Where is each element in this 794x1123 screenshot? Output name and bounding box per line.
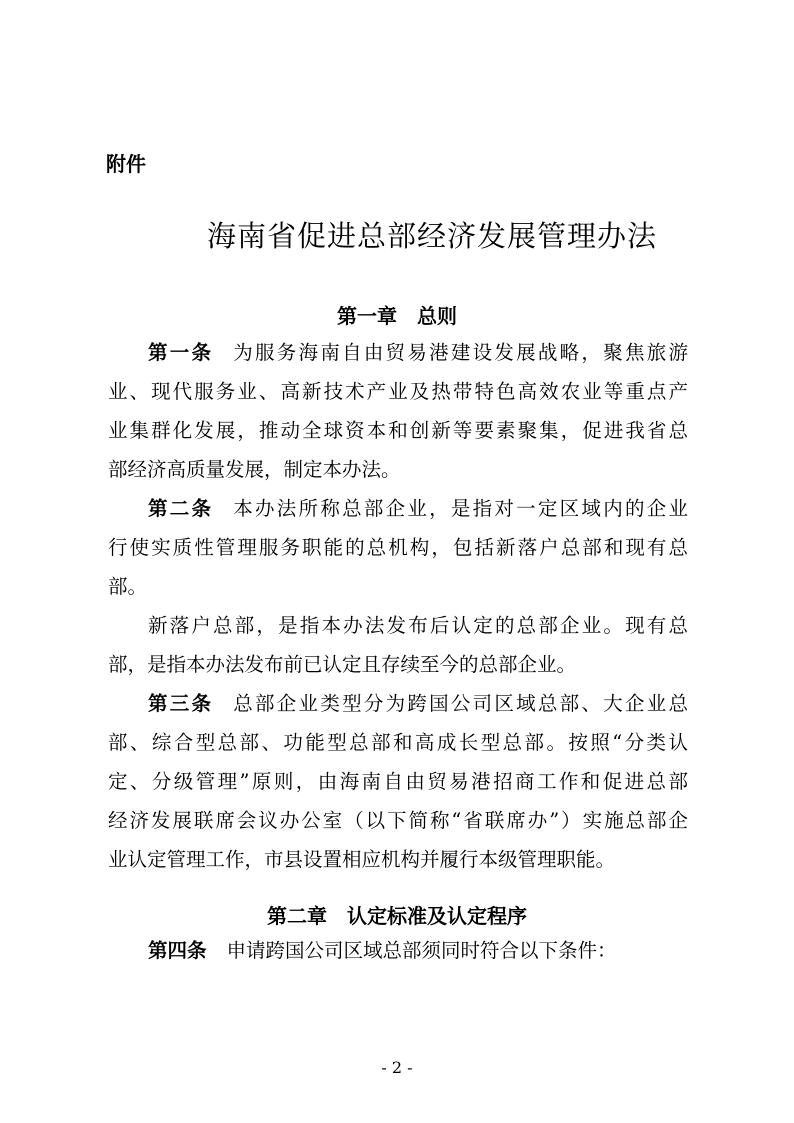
chapter-heading-1 [0,300,794,329]
article-3-line-2: 部、综合型总部、功能型总部和高成长型总部。按照“分类认 [108,731,688,754]
chapter-name: 总则 [417,304,457,328]
article-1-line-3: 业集群化发展，推动全球资本和创新等要素聚集，促进我省总 [108,419,688,442]
article-3-line-5: 业认定管理工作，市县设置相应机构并履行本级管理职能。 [108,848,616,871]
article-text: 本办法所称总部企业，是指对一定区域内的企业 [233,497,688,520]
page-number: - 2 - [381,1058,413,1077]
chapter-name: 认定标准及认定程序 [347,904,527,928]
article-text: 总部企业类型分为跨国公司区域总部、大企业总 [233,692,688,715]
article-3-line-3: 定、分级管理”原则，由海南自由贸易港招商工作和促进总部 [108,770,688,793]
article-text: 为服务海南自由贸易港建设发展战略，聚焦旅游 [233,341,688,364]
article-1-line-1 [148,334,688,372]
article-4-line-1 [148,932,688,970]
chapter-number: 第一章 [337,304,397,328]
article-3-line-1 [148,685,688,723]
article-2-para2-line-1: 新落户总部，是指本办法发布后认定的总部企业。现有总 [148,614,688,637]
article-2-para2-line-2: 部，是指本办法发布前已认定且存续至今的总部企业。 [108,653,577,676]
article-2-line-1 [148,490,688,528]
document-title: 海南省促进总部经济发展管理办法 [206,219,657,253]
article-label: 第一条 [148,341,214,364]
chapter-heading-2 [0,900,794,929]
article-2-line-2: 行使实质性管理服务职能的总机构，包括新落户总部和现有总 [108,536,688,559]
article-label: 第三条 [148,692,214,715]
article-2-line-3: 部。 [108,575,148,598]
article-label: 第二条 [148,497,214,520]
article-1-line-4: 部经济高质量发展，制定本办法。 [108,458,401,481]
attachment-label: 附件 [106,152,146,176]
chapter-number: 第二章 [267,904,327,928]
article-label: 第四条 [148,939,207,962]
article-text: 申请跨国公司区域总部须同时符合以下条件： [226,939,617,962]
article-3-line-4: 经济发展联席会议办公室（以下简称“省联席办”）实施总部企 [108,809,688,832]
article-1-line-2: 业、现代服务业、高新技术产业及热带特色高效农业等重点产 [108,380,688,403]
